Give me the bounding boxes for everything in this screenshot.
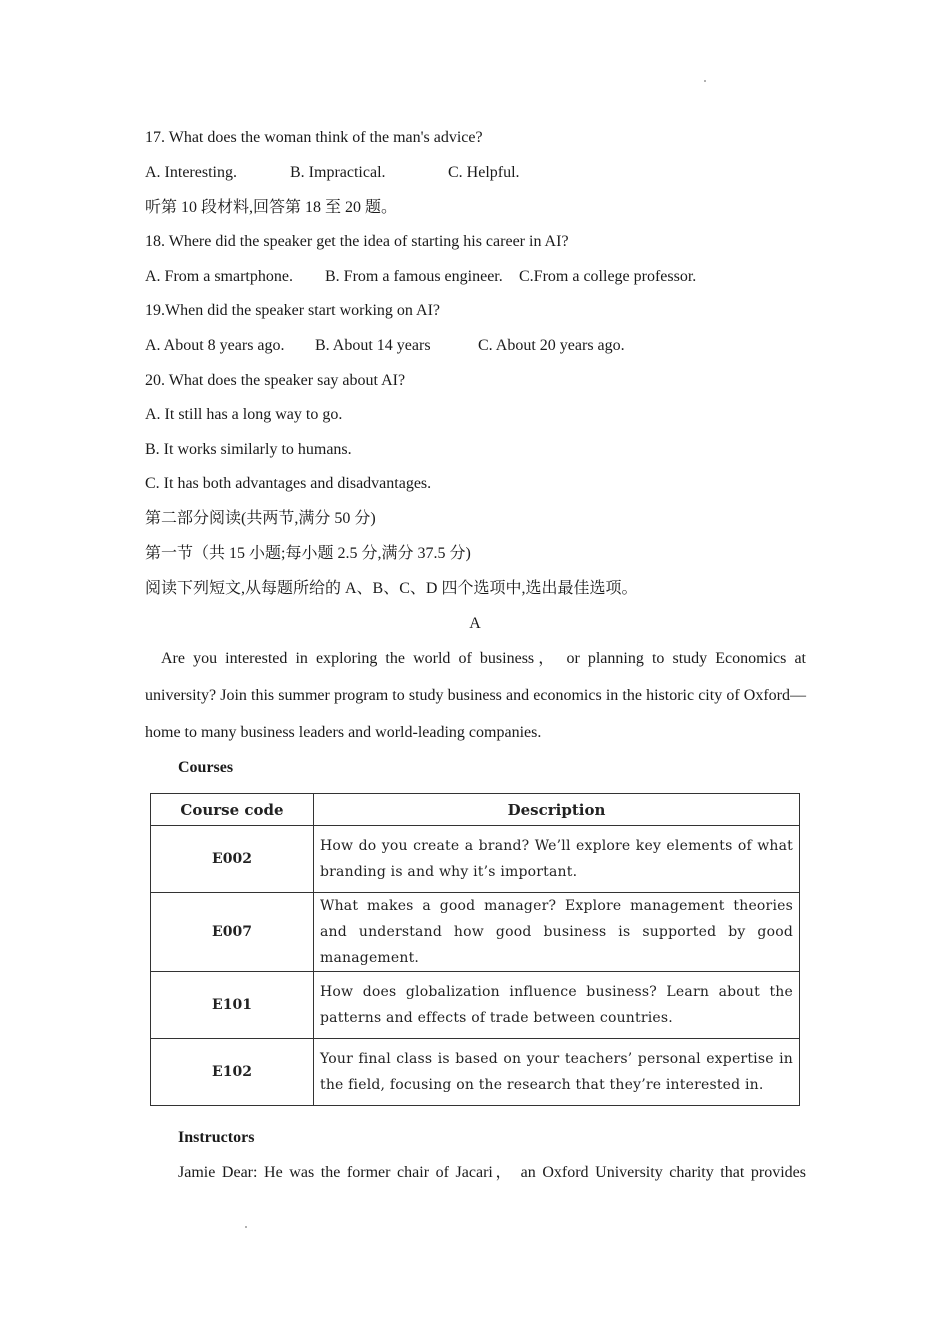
course-description: How do you create a brand? We’ll explore key elements of what branding is and why it’s important.	[314, 826, 800, 893]
q19-option-b: B. About 14 years	[315, 337, 431, 354]
course-code: E101	[151, 972, 314, 1039]
passage-intro: Are you interested in exploring the world of business， or planning to study Economics at university? Join this summer program to study business and economics in the historic city of Oxford—home to many business leaders and world-leading companies.	[145, 650, 806, 741]
part2-title: 第二部分阅读(共两节,满分 50 分)	[145, 510, 376, 527]
instructor-jamie-dear: Jamie Dear: He was the former chair of Jacari， an Oxford University charity that provides	[178, 1164, 806, 1181]
scan-speck	[245, 1226, 247, 1228]
table-row	[151, 972, 800, 1039]
question-18: 18. Where did the speaker get the idea of starting his career in AI?	[145, 233, 569, 250]
courses-table	[150, 793, 800, 1106]
courses-heading: Courses	[178, 759, 234, 776]
q19-option-a: A. About 8 years ago.	[145, 337, 285, 354]
q18-option-c: C.From a college professor.	[519, 268, 697, 285]
instructors-heading: Instructors	[178, 1129, 255, 1146]
q20-option-c: C. It has both advantages and disadvantages.	[145, 475, 432, 492]
q17-option-a: A. Interesting.	[145, 164, 237, 181]
course-code: E002	[151, 826, 314, 893]
scan-speck	[704, 80, 706, 82]
table-row	[151, 1039, 800, 1106]
q17-option-b: B. Impractical.	[290, 164, 386, 181]
table-row	[151, 826, 800, 893]
question-19: 19.When did the speaker start working on AI?	[145, 302, 441, 319]
course-code: E007	[151, 893, 314, 972]
q20-option-a: A. It still has a long way to go.	[145, 406, 343, 423]
q20-option-b: B. It works similarly to humans.	[145, 441, 352, 458]
header-description: Description	[314, 794, 800, 826]
q19-option-c: C. About 20 years ago.	[478, 337, 625, 354]
course-description: Your final class is based on your teachers’ personal expertise in the field, focusing on the research that they’re interested in.	[314, 1039, 800, 1106]
question-20: 20. What does the speaker say about AI?	[145, 372, 406, 389]
course-description: What makes a good manager? Explore management theories and understand how good business is supported by good management.	[314, 893, 800, 972]
section1-title: 第一节（共 15 小题;每小题 2.5 分,满分 37.5 分)	[145, 545, 471, 562]
q17-option-c: C. Helpful.	[448, 164, 520, 181]
header-course-code: Course code	[151, 794, 314, 826]
question-17: 17. What does the woman think of the man's advice?	[145, 129, 483, 146]
section10-instruction: 听第 10 段材料,回答第 18 至 20 题。	[145, 199, 398, 216]
passage-label: A	[469, 615, 481, 632]
section1-instruction: 阅读下列短文,从每题所给的 A、B、C、D 四个选项中,选出最佳选项。	[145, 580, 638, 597]
course-description: How does globalization influence business? Learn about the patterns and effects of trade between countries.	[314, 972, 800, 1039]
q18-option-b: B. From a famous engineer.	[325, 268, 503, 285]
table-row	[151, 893, 800, 972]
table-header-row	[151, 794, 800, 826]
q18-option-a: A. From a smartphone.	[145, 268, 293, 285]
course-code: E102	[151, 1039, 314, 1106]
